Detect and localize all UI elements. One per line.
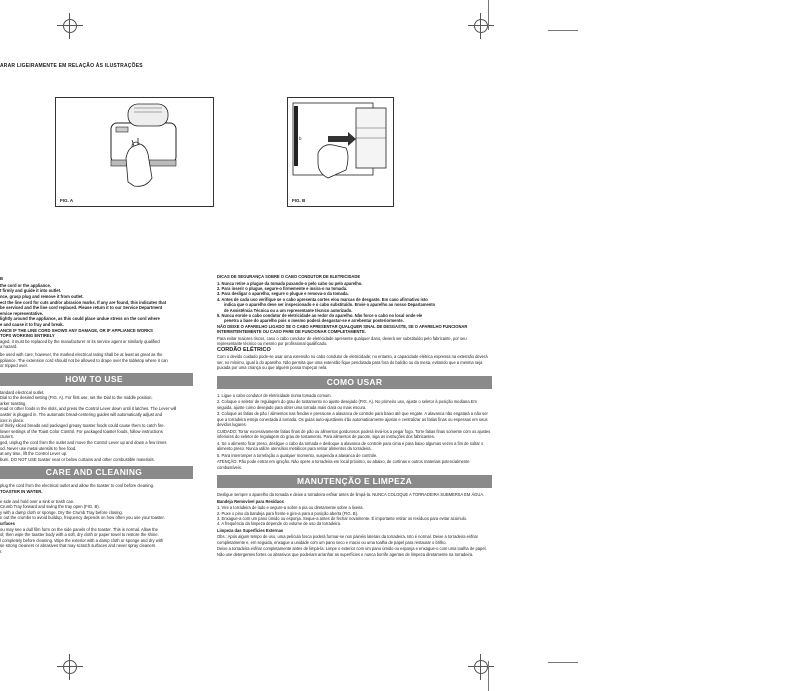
figure-a <box>55 97 214 207</box>
text-line: r. <box>0 548 3 554</box>
como-usar-step-2: 2. Coloque o seletor de regulagem do grau de tostamento no ajuste desejado (FIG. A). No primeiro uso, ajuste o seletor à posição mediana.Em seguida, ajuste como desejado para obter uma torrada mais clara ou mais escura. <box>217 399 477 410</box>
crumb-tray-illustration <box>288 98 393 206</box>
text-line: a hazard. <box>0 344 18 350</box>
limpeza-paragraph-1: Obs.: Após algum tempo de uso, uma película fosca poderá formar-se nos painéis laterais da torradeira. Isto é normal. Deixe a torradeira esfriar completamente e, em seguida, enxague a unidade com um pano seco e macio ou uma toalha de papel para restaurar o brilho. <box>217 534 478 545</box>
text-line: cturers. <box>0 434 14 440</box>
list-item: 3. Enxague-a com um pano úmido ou esponja. Seque-a antes de fechar novamente. É importante retirar os resíduos para evitar acúmulo. <box>217 516 468 522</box>
registration-mark-bottom-right <box>474 660 488 674</box>
como-usar-step-1: 1. Ligue o cabo condutor de eletricidade numa tomada comum. <box>217 392 332 398</box>
text-line: tandard electrical outlet. <box>0 389 45 395</box>
text-line: ou may see a dull film form on the side panels of the toaster. This is normal. Allow the <box>0 526 158 532</box>
list-item: penetra a base do aparelho pois o mesmo poderá desgastar-se e arrebentar posteriormente. <box>224 318 404 324</box>
list-item: 5. Nunca enrole o cabo condutor de eletricidade ao redor do aparelho. Não force o cabo no local onde ele <box>217 313 423 319</box>
care-and-cleaning-heading: CARE AND CLEANING <box>0 466 193 479</box>
como-usar-step-4: 4. Se o alimento ficar preso, desligue o cabo da tomada e desloque a alavanca de controle para cima e para baixo algumas vezes a fim de soltar o alimento preso. Nunca utilize utensílios metálicos para retirar alimentos da torradeira. <box>217 440 484 452</box>
cord-intro: B <box>0 276 4 281</box>
list-item: nce, grasp plug and remove it from outlet. <box>0 293 84 299</box>
figure-b-letter: b <box>299 136 302 141</box>
como-usar-heading: COMO USAR <box>217 376 492 389</box>
list-item: t firmly and guide it into outlet. <box>0 288 62 294</box>
figure-b <box>287 97 394 207</box>
cord-paragraph-2 <box>0 352 193 369</box>
manutencao-intro: Desligue sempre o aparelho da tomada e deixe a torradeira esfriar antes de limpá-la. NUNCA COLOQUE A TORRADEIRA SUBMERSA EM ÁGUA. <box>217 492 485 498</box>
left-column <box>0 276 193 555</box>
text-line: aged, it must be replaced by the manufacturer or its service agent or similarly qualified <box>0 338 160 344</box>
safety-warning: NÃO DEIXE O APARELHO LIGADO SE O CABO APRESENTAR QUALQUER SINAL DE DESGASTE, SE O APARELHO FUNCIONAR INTERMITENTEMENTE OU CASO PARE DE FUNCIONAR COMPLETAMENTE. <box>217 323 468 335</box>
text-line: y with a damp cloth or sponge. Dry the Crumb Tray before closing. <box>0 509 123 515</box>
list-item: e and cause it to fray and break. <box>0 321 64 327</box>
how-to-use-heading: HOW TO USE <box>0 373 193 386</box>
safety-tips-list <box>217 281 492 324</box>
bandeja-list <box>217 505 492 527</box>
text-line: n out the crumbs to avoid buildup, frequency depends on how often you use your toaster. <box>0 515 165 521</box>
safety-paragraph: Para evitar maiores riscos, caso o cabo condutor de eletricidade apresente qualquer dano, deverá ser substituído pelo fabricante, por seu representante técnico ou mesmo por profissional qualificado. <box>217 335 467 347</box>
text-line: l completely before cleaning. Wipe the exterior with a damp cloth or sponge and dry with <box>0 537 164 543</box>
list-item: ect the line cord for cuts and/or abrasion marks. If any are found, this indicates that <box>0 299 167 305</box>
registration-mark-bottom-left <box>63 660 77 674</box>
como-usar-attention: ATENÇÃO: Pão pode entrar em ignição. Não opere a torradeira em local próximo, ou abaixo, de cortinas e outros materiais potencialmente combustíveis. <box>217 459 470 470</box>
list-item: 1. Nunca retire a plugue da tomada puxando-o pelo cabo ou pelo aparelho. <box>217 280 363 286</box>
list-item: be serviced and the line cord replaced. Please return it to our Service Department <box>0 305 163 311</box>
text-line: of thinly sliced breads and packaged greasy toaster foods could cause them to catch fire. <box>0 423 165 429</box>
list-item: 1. Vire a torradeira de lado e segure-a sobre a pia ou diretamente sobre a lixeira. <box>217 505 364 511</box>
crop-mark <box>548 662 578 663</box>
como-usar-step-5: 5. Para interromper a torrefação a qualquer momento, suspenda a alavanca de controle. <box>217 452 378 458</box>
text-line: ppliance. The extension cord should not be allowed to drape over the tabletop where it can <box>0 357 168 363</box>
safety-tips-title: DICAS DE SEGURANÇA SOBRE O CABO CONDUTOR DE ELETRICIDADE <box>217 274 361 279</box>
text-line: TOASTER IN WATER. <box>0 489 43 494</box>
crop-mark <box>488 0 489 30</box>
text-line: at any time, lift the Control Lever up. <box>0 451 68 457</box>
text-line: od. Never use metal utensils to free food. <box>0 445 77 451</box>
figure-b-label: FIG. B <box>292 198 306 203</box>
header-note: ARAR LIGEIRAMENTE EM RELAÇÃO ÀS ILUSTRAÇÕES <box>0 63 143 69</box>
text-line: plug the cord from the electrical outlet and allow the toaster to cool before cleaning. <box>0 483 155 489</box>
text-line: e side and hold over a sink or trash can. <box>0 498 75 504</box>
toaster-illustration <box>56 98 213 206</box>
text-line: urfaces <box>0 520 15 526</box>
list-item: 4. A frequência da limpeza depende do volume de uso da torradeira. <box>217 521 342 527</box>
list-item: TOPS WORKING ENTIRELY <box>0 333 55 339</box>
list-item: lightly around the appliance, as this could place undue stress on the cord where <box>0 316 160 322</box>
text-line: ged, unplug the cord from the outlet and move the Control Lever up and down a few times <box>0 440 167 446</box>
list-item: 4. Antes de cada uso verifique se o cabo apresenta cortes e/ou marcas de desgaste. Em caso afirmativo isto <box>217 296 428 302</box>
list-item: 2. Puxe o pino da bandeja para frente e gire-a para a posição aberta (FIG. B). <box>217 510 359 516</box>
crop-mark <box>488 661 489 691</box>
text-line: ices in place. <box>0 417 25 423</box>
care-text <box>0 483 193 554</box>
list-item: ervice representative. <box>0 310 44 316</box>
how-to-use-text <box>0 390 193 463</box>
extension-cord-title: CORDÃO ELÉTRICO <box>217 346 271 353</box>
registration-mark-top-left <box>63 19 77 33</box>
list-item: ANCE IF THE LINE CORD SHOWS ANY DAMAGE, OR IF APPLIANCE WORKS <box>0 327 153 333</box>
text-line: ol; then wipe the toaster body with a soft, dry cloth or paper towel to restore the shine. <box>0 532 159 538</box>
cord-paragraph-1 <box>0 339 193 350</box>
crop-mark <box>548 30 578 31</box>
list-item: indica que o aparelho deve ser inspecionado e o cabo substituído. Envie o aparelho ao nosso Departamento <box>224 302 436 308</box>
list-item: 2. Para inserir o plugue, segure-o firmemente e insira-o na tomada. <box>217 286 348 291</box>
text-line: se strong cleaners or abrasives that may scratch surfaces and never spray cleaners <box>0 543 156 549</box>
text-line: or tripped over. <box>0 363 28 369</box>
cord-list <box>0 283 193 339</box>
text-line: Crumb Tray forward and swing the tray open (FIG. B). <box>0 504 100 510</box>
text-line: arker toasting. <box>0 400 27 406</box>
figure-a-label: FIG. A <box>60 198 74 203</box>
list-item: 3. Para desligar o aparelho, segure o plugue e remova-o da tomada. <box>217 291 349 297</box>
manutencao-heading: MANUTENÇÃO E LIMPEZA <box>217 475 492 488</box>
text-line: be used with care; however, the marked electrical rating shall be at least as great as the <box>0 351 163 357</box>
registration-mark-top-right <box>474 19 488 33</box>
extension-cord-paragraph: Com o devido cuidado pode-se usar uma extensão no cabo condutor de eletricidade; no entanto, a capacidade elétrica expressa na extensão deverá ser, no mínimo, igual à do aparelho. Não permita que uma extensão fique pendurada para fora do balcão ou da mesa, evitando que a mesma seja puxada por uma criança ou que alguém possa tropeçar nela. <box>217 354 488 371</box>
text-line: lower settings of the Toast Color Control. For packaged toaster foods, follow instructions <box>0 428 163 434</box>
text-line: burn. DO NOT USE toaster near or below curtains and other combustible materials. <box>0 456 155 462</box>
bandeja-title: Bandeja Removível para Resíduos <box>217 498 284 504</box>
como-usar-step-3: 3. Coloque as fatias de pão / alimentos nas fendas e pressione a alavanca de controle para baixo até que engate. A alavanca não engatará a não ser que a torradeira esteja conectada à tomada. Os guias auto-ajustáveis irão automaticamente ajustar e centralizar as fatias finas ou espessas em seus devidos lugares. <box>217 411 488 428</box>
limpeza-title: Limpeza das Superfícies Externas <box>217 527 284 533</box>
limpeza-paragraph-2: Deixe a torradeira esfriar completamente antes de limpá-la. Limpe o exterior com um pano úmido ou esponja e enxague-o com uma toalha de papel. Não use detergentes fortes ou abrasivos que poderiam arranhar as superfícies e nunca borrife agentes de limpeza diretamente na torradeira. <box>217 546 487 557</box>
text-line: read or other foods in the slots, and press the Control Lever down until it latches. The Lever will <box>0 406 177 412</box>
list-item: de Assistência Técnica ou a um representante técnico autorizado. <box>224 307 353 313</box>
text-line: oaster is plugged in. The automatic bread-centering guides will automatically adjust and <box>0 412 163 418</box>
right-column <box>217 274 492 558</box>
list-item: the cord or the appliance. <box>0 282 51 288</box>
text-line: Dial to the desired setting (FIG. A). For first use, set the Dial to the middle position. <box>0 395 153 401</box>
como-usar-caution: CUIDADO: Torrar excessivamente fatias finas de pão ou alimentos gordurosos poderá levá-los a pegar fogo. Torre fatias finas somente com os ajustes inferiores do seletor de regulagem do grau de tostamento. Para alimentos de pacote, siga as instruções dos fabricantes. <box>217 428 491 440</box>
